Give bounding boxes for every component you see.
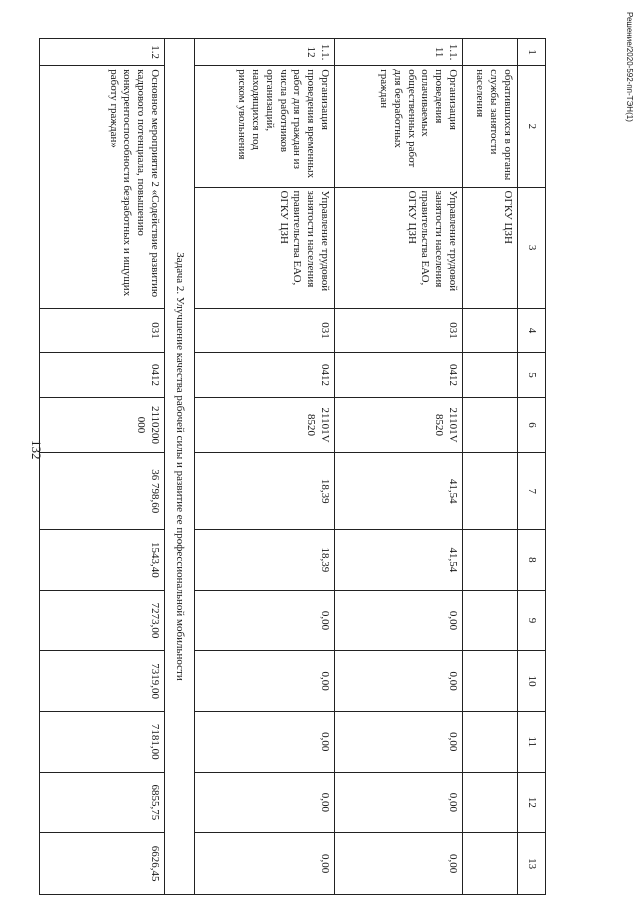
- cell-section: 0412: [335, 353, 463, 397]
- measure-name: Основное мероприятие 2 «Содействие развитию кадрового потенциала, повышению конкурентоспособности безработных и ищущих работу граждан»: [40, 66, 165, 309]
- header-cell: 8: [518, 530, 546, 591]
- cell-value: 18,39: [195, 530, 335, 591]
- budget-table: [39, 38, 546, 895]
- document-code: Решение/2020-592-пп-ТЭН(1): [625, 12, 634, 122]
- cell-total: 36 798,60: [40, 453, 165, 530]
- header-cell: 3: [518, 187, 546, 308]
- table-row: [335, 39, 463, 895]
- cell-value: 0,00: [335, 833, 463, 895]
- cell-value: 7181,00: [40, 711, 165, 772]
- table-row: [40, 39, 165, 895]
- row-number: 1.1.11: [335, 39, 463, 66]
- cell-value: 0,00: [195, 651, 335, 712]
- cell-value: 0,00: [335, 711, 463, 772]
- header-row: [518, 39, 546, 895]
- table-row-continuation: [463, 39, 518, 895]
- cell-value: 6626,45: [40, 833, 165, 895]
- header-cell: 9: [518, 590, 546, 651]
- header-cell: 10: [518, 651, 546, 712]
- cell-value: 41,54: [335, 530, 463, 591]
- cell-value: 0,00: [195, 711, 335, 772]
- header-cell: 6: [518, 397, 546, 453]
- header-cell: 11: [518, 711, 546, 772]
- row-number: 1.1.12: [195, 39, 335, 66]
- cell-target-code: 21101V 8520: [335, 397, 463, 453]
- executor: Управление трудовой занятости населения правительства ЕАО, ОГКУ ЦЗН: [195, 187, 335, 308]
- cell-total: 41,54: [335, 453, 463, 530]
- measure-name: обратившихся в органы службы занятости населения: [463, 66, 518, 187]
- cell-value: 0,00: [335, 590, 463, 651]
- cell-grbs: 031: [195, 308, 335, 352]
- header-cell: 5: [518, 353, 546, 397]
- cell-value: 1543,40: [40, 530, 165, 591]
- cell-section: 0412: [40, 353, 165, 397]
- task-row: [165, 39, 195, 895]
- cell-value: 0,00: [195, 772, 335, 833]
- measure-name: Организация проведения оплачиваемых общественных работ для безработных граждан: [335, 66, 463, 187]
- cell-value: 0,00: [335, 651, 463, 712]
- header-cell: 4: [518, 308, 546, 352]
- cell-grbs: 031: [335, 308, 463, 352]
- measure-name: Организация проведения временных работ для граждан из числа работников организаций, находящихся под риском увольнения: [195, 66, 335, 187]
- page-number: 132: [29, 440, 44, 460]
- header-cell: 1: [518, 39, 546, 66]
- header-cell: 7: [518, 453, 546, 530]
- table-row: [195, 39, 335, 895]
- cell-target-code: 2110200 000: [40, 397, 165, 453]
- executor: Управление трудовой занятости населения правительства ЕАО, ОГКУ ЦЗН: [335, 187, 463, 308]
- cell-value: 7319,00: [40, 651, 165, 712]
- cell-total: 18,39: [195, 453, 335, 530]
- cell-value: 0,00: [335, 772, 463, 833]
- header-cell: 13: [518, 833, 546, 895]
- task-heading: Задача 2. Улучшение качества рабочей силы и развитие ее профессиональной мобильности: [165, 39, 195, 895]
- cell-value: 7273,00: [40, 590, 165, 651]
- header-cell: 12: [518, 772, 546, 833]
- header-cell: 2: [518, 66, 546, 187]
- cell-section: 0412: [195, 353, 335, 397]
- cell-target-code: 21101V 8520: [195, 397, 335, 453]
- row-number: 1.2: [40, 39, 165, 66]
- cell-grbs: 031: [40, 308, 165, 352]
- cell-value: 6855,75: [40, 772, 165, 833]
- cell-value: 0,00: [195, 833, 335, 895]
- cell-value: 0,00: [195, 590, 335, 651]
- executor: ОГКУ ЦЗН: [463, 187, 518, 308]
